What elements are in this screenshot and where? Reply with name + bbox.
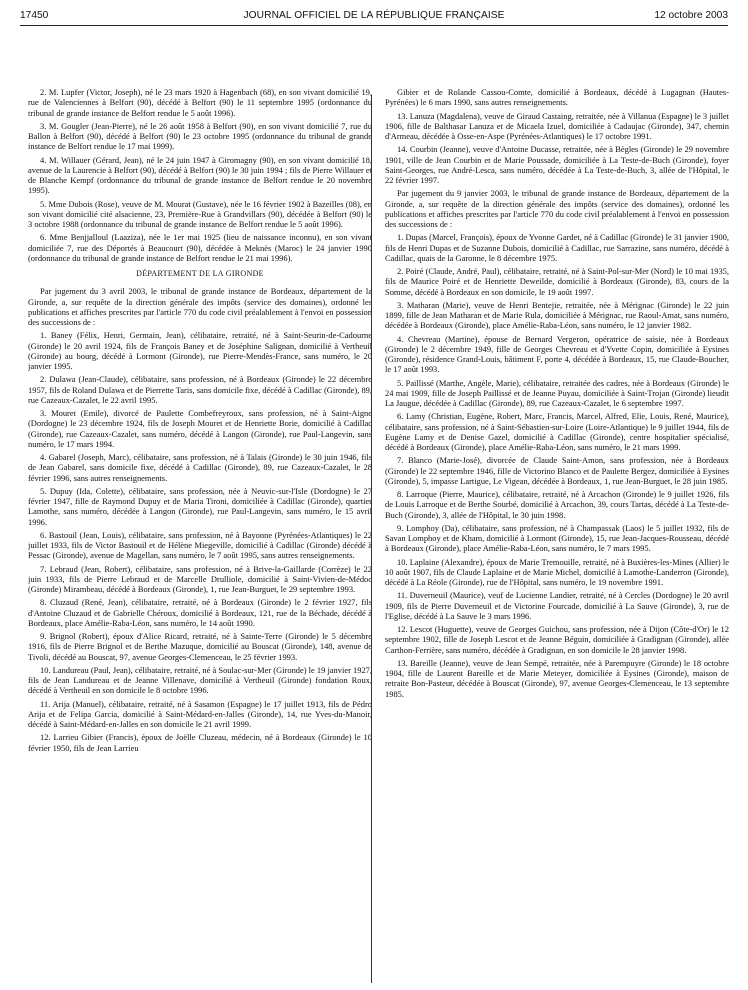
entry-paragraph: 6. Bastouil (Jean, Louis), célibataire, sans profession, né à Bayonne (Pyrénées-Atlantiques) le 22 juillet 1933, fils de Victor Bastouil et de Hélène Miegeville, domicilié à Cadillac (Gironde) décédé à Pessac (Gironde), avenue de Magellan, sans numéro, le 7 août 1995, sans autres renseignements. [28, 529, 372, 561]
entry-paragraph: 10. Laplaine (Alexandre), époux de Marie Tremouille, retraité, né à Buxières-les-Mines (Allier) le 10 août 1907, fils de Claude Laplaine et de Marie Michel, domicilié à Lamothe-Landerron (Gironde), décédé à La Réole (Gironde), rue de l'Hôpital, sans numéro, le 19 novembre 1991. [385, 556, 729, 587]
entry-paragraph: 6. Lamy (Christian, Eugène, Robert, Marc, Francis, Marcel, Alfred, Elie, Louis, René, Maurice), célibataire, sans profession, né à Saint-Sébastien-sur-Loire (Loire-Atlantique) le 9 juillet 1944, fils de Eugène Lamy et de Denise Gazel, domicilié à Cadillac (Gironde), centre hospitalier spécialisé, décédé à Bordeaux (Gironde), place Amélie-Raba-Léon, sans numéro, le 21 mars 1999. [385, 411, 729, 452]
column-separator [371, 95, 372, 983]
entry-paragraph: 4. Chevreau (Martine), épouse de Bernard Vergeron, opératrice de saisie, née à Bordeaux (Gironde) le 2 décembre 1949, fille de Georges Chevreau et d'Yvette Copin, domiciliée à Eysines (Gironde), résidence Grand-Louis, bâtiment F, porte 4, décédée à Bordeaux, 15, rue Claude-Boucher, le 17 août 1993. [385, 333, 729, 375]
entry-paragraph: 3. Matharan (Marie), veuve de Henri Bentejie, retraitée, née à Mérignac (Gironde) le 22 juin 1899, fille de Jean Matharan et de Marie Rula, domiciliée à Mérignac, rue Raoul-Amat, sans numéro, décédée à Bordeaux (Gironde), place Amélie-Raba-Léon, sans numéro, le 12 janvier 1982. [385, 299, 729, 331]
right-column [385, 87, 729, 987]
entry-paragraph: 7. Lebraud (Jean, Robert), célibataire, sans profession, né à Brive-la-Gaillarde (Corrèze) le 22 juin 1933, fils de Pierre Lebraud et de Marcelle Drulliole, domicilié à Saint-Vivien-de-Médoc (Gironde) Mirambeau, décédé à Bordeaux (Gironde), 1, rue Jean-Burguet, le 29 septembre 1993. [28, 563, 372, 594]
entry-paragraph: 8. Cluzaud (René, Jean), célibataire, retraité, né à Bordeaux (Gironde) le 2 février 1927, fils d'Antoine Cluzaud et de Gabrielle Chéroux, domicilié à Bordeaux, 121, rue de la Béchade, décédé à Bordeaux, place Amélie-Raba-Léon, sans numéro, le 14 août 1990. [28, 597, 372, 628]
entry-paragraph: 14. Courbin (Jeanne), veuve d'Antoine Ducasse, retraitée, née à Bègles (Gironde) le 29 novembre 1901, ville de Jean Courbin et de Marie Poussade, domiciliée à La Teste-de-Buch (Gironde), foyer Saint-Georges, rue André-Lesca, sans numéro, décédée à La Teste-de-Buch, 3, allée de l'Hôpital, le 22 février 1997. [385, 144, 729, 185]
entry-paragraph: 2. Poiré (Claude, André, Paul), célibataire, retraité, né à Saint-Pol-sur-Mer (Nord) le 10 mai 1935, fils de Maurice Poiré et de Henriette Deweilde, domicilié à Bordeaux (Gironde), 83, cours de la Somme, décédé à Bordeaux en son domicile, le 19 août 1997. [385, 266, 729, 297]
entry-paragraph: 13. Bareille (Jeanne), veuve de Jean Sempé, retraitée, née à Parempuyre (Gironde) le 18 octobre 1904, fille de Laurent Bareille et de Marie Meteyer, domiciliée à Eysines (Gironde), maison de retraite Bon-Pasteur, décédée à Bouscat (Gironde), 97, avenue Georges-Clemenceau, le 13 septembre 1985. [385, 657, 729, 699]
entry-paragraph: 3. Mouret (Emile), divorcé de Paulette Combefreyroux, sans profession, né à Saint-Aigne (Dordogne) le 23 décembre 1924, fils de Joseph Mouret et de Henriette Borie, domicilié à Cadillac (Gironde), rue Cazeaux-Cazalet, sans numéro, décédé à Langon (Gironde), rue Paul-Langevin, sans numéro, le 17 mars 1994. [28, 408, 372, 449]
entry-paragraph: 1. Baney (Félix, Henri, Germain, Jean), célibataire, retraité, né à Saint-Seurin-de-Cadourne (Gironde) le 20 avril 1924, fils de François Baney et de Joséphine Salignan, domicilié à Vertheuil (Gironde) au bourg, décédé à Lormont (Gironde), rue Pierre-Mendès-France, sans numéro, le 20 janvier 1995. [28, 330, 372, 371]
header-rule [20, 25, 728, 26]
entry-paragraph: 9. Lomphoy (Da), célibataire, sans profession, né à Champassak (Laos) le 5 juillet 1932, fils de Savan Lomphoy et de Kham, domicilié à Lormont (Gironde), 15, rue Jean-Jacques-Rousseau, décédé à Bordeaux (Gironde), place Amélie-Raba-Léon, sans numéro, le 7 mars 1995. [385, 522, 729, 554]
left-column [28, 87, 372, 987]
section-heading: DÉPARTEMENT DE LA GIRONDE [136, 269, 264, 278]
entry-paragraph: 1. Dupas (Marcel, François), époux de Yvonne Gardet, né à Cadillac (Gironde) le 31 janvier 1900, fils de Henri Dupas et de Suzanne Dubois, domicilié à Cadillac, rue Sarrazine, sans numéro, décédé à Cadillac, quais de la Garonne, le 8 décembre 1975. [385, 232, 729, 263]
entry-paragraph: 3. M. Gougler (Jean-Pierre), né le 26 août 1958 à Belfort (90), en son vivant domicilié 7, rue du Ballon à Belfort (90), décédé à Belfort (90) le 23 octobre 1995 (ordonnance du tribunal de grande instance de Belfort rendue le 17 mai 1999). [28, 120, 372, 152]
entry-paragraph: 6. Mme Benjjalloul (Laaziza), née le 1er mai 1925 (lieu de naissance inconnu), en son vivant domiciliée 7, rue des Déportés à Beaucourt (90), décédée à Meknès (Maroc) le 24 janvier 1990 (ordonnance du tribunal de grande instance de Belfort rendue le 21 mai 1996). [28, 232, 372, 263]
entry-paragraph: Par jugement du 3 avril 2003, le tribunal de grande instance de Bordeaux, département de la Gironde, a, sur requête de la direction générale des impôts (service des domaines), ordonné les publications et affiches prescrites par l'article 770 du code civil préalablement à l'envoi en possession des successions de : [28, 286, 372, 327]
entry-paragraph: 5. Mme Dubois (Rose), veuve de M. Mourat (Gustave), née le 16 février 1902 à Bazeilles (08), en son vivant domicilié cité alsacienne, 23, Première-Rue à Grandvillars (90), décédée à Belfort (90) le 3 octobre 1988 (ordonnance du tribunal de grande instance de Belfort rendue le 5 août 1996). [28, 198, 372, 229]
entry-paragraph: 4. Gabarel (Joseph, Marc), célibataire, sans profession, né à Talais (Gironde) le 30 juin 1946, fils de Jean Gabarel, sans domicile fixe, décédé à Cadillac (Gironde), 89, rue Cazeaux-Cazalet, le 28 février 1996, sans autres renseignements. [28, 452, 372, 483]
entry-paragraph: 11. Arija (Manuel), célibataire, retraité, né à Sasamon (Espagne) le 17 juillet 1913, fils de Pédro Arija et de Felipa Garcia, domicilié à Saint-Médard-en-Jalles (Gironde), 14, rue Yves-du-Manoir, décédé à Saint-Médard-en-Jalles en son domicile le 21 avril 1999. [28, 698, 372, 729]
entry-paragraph: 2. M. Lupfer (Victor, Joseph), né le 23 mars 1920 à Hagenbach (68), en son vivant domicilié 19, rue de Valenciennes à Belfort (90), décédé à Belfort (90) le 11 septembre 1995 (ordonnance du tribunal de grande instance de Belfort rendue le 5 août 1996). [28, 87, 372, 118]
issue-date: 12 octobre 2003 [654, 10, 728, 21]
entry-paragraph: Gibier et de Rolande Cassou-Comte, domicilié à Bordeaux, décédé à Lugagnan (Hautes-Pyrénées) le 6 mars 1990, sans autres renseignements. [385, 87, 729, 108]
entry-paragraph: 4. M. Willauer (Gérard, Jean), né le 24 juin 1947 à Giromagny (90), en son vivant domicilié 18, avenue de la Laurencie à Belfort (90), décédé à Belfort (90) le 30 juin 1994 ; fils de Pierre Willauer et de Blanche Kempf (ordonnance du tribunal de grande instance de Belfort rendue le 20 novembre 1995). [28, 154, 372, 196]
page-header [20, 6, 728, 28]
entry-paragraph: 12. Lescot (Huguette), veuve de Georges Guichou, sans profession, née à Dijon (Côte-d'Or) le 12 septembre 1902, fille de Joseph Lescot et de Jeanne Béguin, domiciliée à Gradignan (Gironde), allée Carthon-Ferrière, sans numéro, décédée à Gradignan, en son domicile le 28 janvier 1998. [385, 624, 729, 655]
entry-paragraph: 10. Landureau (Paul, Jean), célibataire, retraité, né à Soulac-sur-Mer (Gironde) le 19 janvier 1927, fils de Jean Landureau et de Jeanne Villenave, domicilié à Vertheuil (Gironde) fondation Roux, décédé à Vertheuil en son domicile le 8 octobre 1996. [28, 664, 372, 696]
entry-paragraph: Par jugement du 9 janvier 2003, le tribunal de grande instance de Bordeaux, département de la Gironde, a, sur requête de la direction générale des impôts (service des domaines), ordonné les publications et affiches prescrites par l'article 770 du code civil préalablement à l'envoi en possession des successions de : [385, 188, 729, 229]
entry-paragraph: 9. Brignol (Robert), époux d'Alice Ricard, retraité, né à Sainte-Terre (Gironde) le 5 décembre 1916, fils de Pierre Brignol et de Berthe Mazuque, domicilié au Bouscat (Gironde), 148, avenue de Tivoli, décédé au Bouscat, 97, avenue Georges-Clemenceau, le 25 février 1993. [28, 631, 372, 662]
entry-paragraph: 2. Dulawa (Jean-Claude), célibataire, sans profession, né à Bordeaux (Gironde) le 22 décembre 1957, fils de Roland Dulawa et de Pierrette Taris, sans domicile fixe, décédé à Cadillac (Gironde), 89, rue Cazeaux-Cazalet, le 22 avril 1995. [28, 374, 372, 405]
entry-paragraph: 5. Paillissé (Marthe, Angèle, Marie), célibataire, retraitée des cadres, née à Bordeaux (Gironde) le 24 mai 1909, fille de Joseph Paillissé et de Jeanne Puyau, domiciliée à Saint-Trojan (Gironde) lieudit La Jaugue, décédée à Cadillac (Gironde), 89, rue Cazeaux-Cazalet, le 6 septembre 1997. [385, 377, 729, 408]
page-number: 17450 [20, 10, 49, 21]
entry-paragraph: 11. Duverneuil (Maurice), veuf de Lucienne Landier, retraité, né à Cercles (Dordogne) le 20 avril 1909, fils de Pierre Duverneuil et de Victorine Fourcade, domicilié à La Sauve (Gironde), 3, rue de l'Eglise, décédé à La Sauve le 3 mars 1996. [385, 590, 729, 621]
entry-paragraph: 8. Larroque (Pierre, Maurice), célibataire, retraité, né à Arcachon (Gironde) le 9 juillet 1926, fils de Louis Larroque et de Berthe Sourbé, domicilié à Arcachon, 39, cours Tartas, décédé à La Teste-de-Buch (Gironde), 3, allée de l'Hôpital, le 30 juin 1998. [385, 489, 729, 520]
entry-paragraph: 13. Lanuza (Magdalena), veuve de Giraud Castaing, retraitée, née à Villanua (Espagne) le 3 juillet 1906, fille de Balthasar Lanuza et de Micaela Izuel, domiciliée à Cadaujac (Gironde), 347, chemin d'Armeau, décédée à Osse-en-Aspe (Pyrénées-Atlantiques) le 17 octobre 1991. [385, 110, 729, 141]
entry-paragraph: 5. Dupuy (Ida, Colette), célibataire, sans profession, née à Neuvic-sur-l'Isle (Dordogne) le 27 février 1947, fille de Raymond Dupuy et de Maria Tironi, domiciliée à Cadillac (Gironde), quartier Lamothe, sans numéro, décédée à Langon (Gironde), rue Paul-Langevin, sans numéro, le 15 avril 1996. [28, 485, 372, 527]
entry-paragraph: 7. Blanco (Marie-José), divorcée de Claude Saint-Amon, sans profession, née à Bordeaux (Gironde) le 22 septembre 1946, fille de Victorino Blanco et de Paulette Bergez, domiciliée à Eysines (Gironde), 5, impasse Lartigue, Le Vigean, décédée à Bordeaux, 1, rue Jean-Burguet, le 28 juin 1985. [385, 455, 729, 486]
entry-paragraph: 12. Larrieu Gibier (Francis), époux de Joëlle Cluzeau, médecin, né à Bordeaux (Gironde) le 10 février 1950, fils de Jean Larrieu [28, 732, 372, 753]
journal-title: JOURNAL OFFICIEL DE LA RÉPUBLIQUE FRANÇAISE [243, 10, 505, 21]
